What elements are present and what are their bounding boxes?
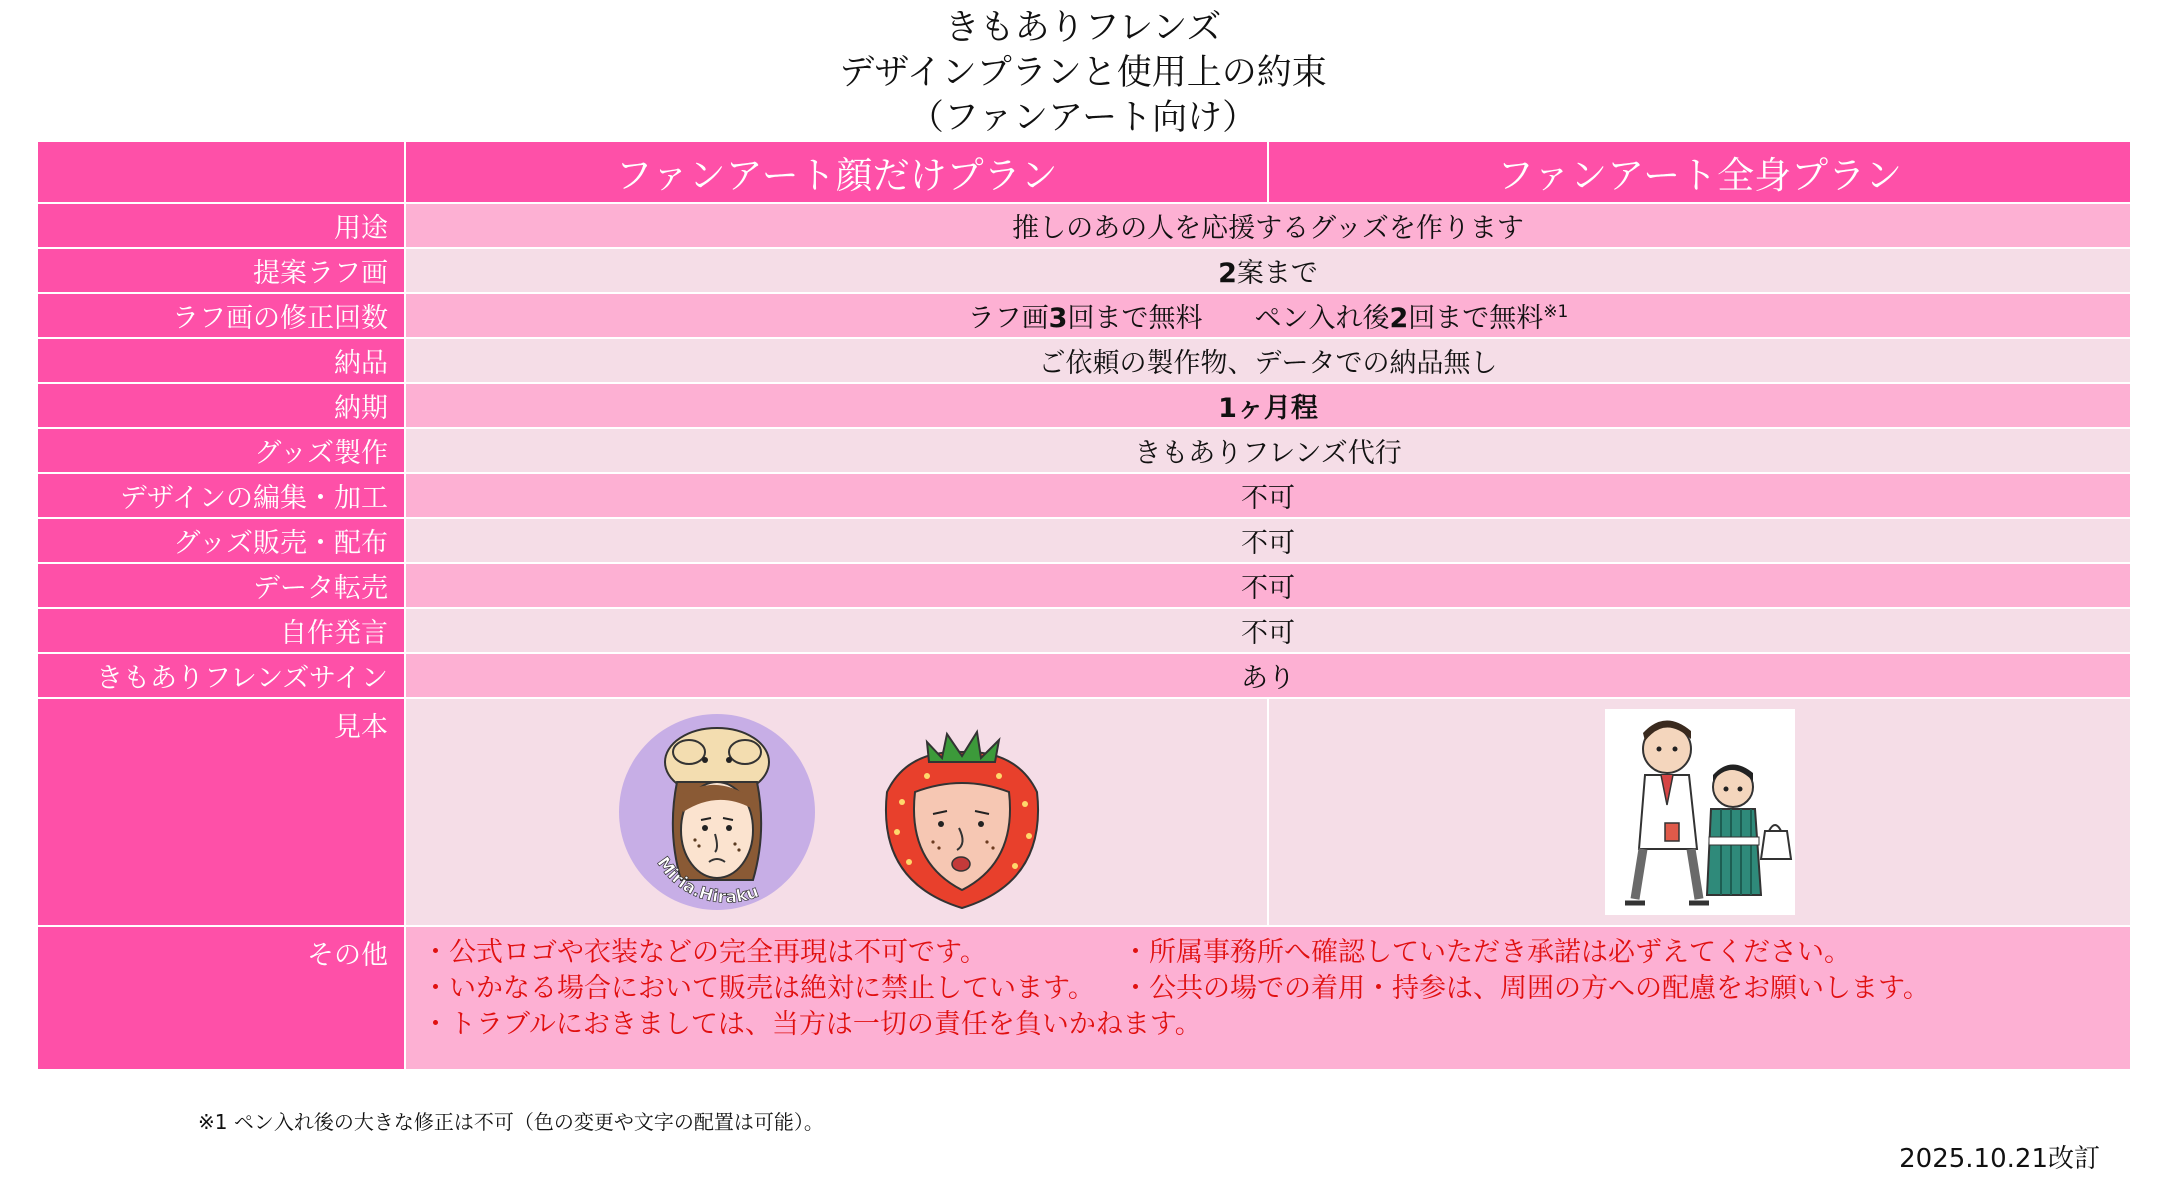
title-sub: （ファンアート向け） (908, 98, 1258, 138)
row-label: デザインの編集・加工 (37, 473, 405, 518)
row-revision (37, 293, 2131, 338)
row-resale (37, 563, 2131, 608)
row-label: グッズ製作 (37, 428, 405, 473)
revision-pen-post: 回まで無料 (1408, 303, 1544, 334)
row-value: ご依頼の製作物、データでの納品無し (405, 338, 2131, 383)
row-value (405, 248, 2131, 293)
row-label: 提案ラフ画 (37, 248, 405, 293)
revision-date: 2025.10.21改訂 (1899, 1144, 2100, 1174)
row-self-claim (37, 608, 2131, 653)
notes-line (422, 935, 2130, 971)
revision-pen-count: 2 (1389, 303, 1409, 334)
header-blank-cell (37, 141, 405, 203)
plan-header-row (37, 141, 2131, 203)
row-label: 用途 (37, 203, 405, 248)
note-item: ・トラブルにおきましては、当方は一切の責任を負いかねます。 (422, 1009, 1202, 1040)
row-value: 推しのあの人を応援するグッズを作ります (405, 203, 2131, 248)
note-item: ・所属事務所へ確認していただき承諾は必ずえてください。 (1122, 937, 1851, 968)
row-label: きもありフレンズサイン (37, 653, 405, 698)
note-item: ・公式ロゴや衣装などの完全再現は不可です。 (422, 937, 987, 968)
rough-text: 案まで (1236, 258, 1318, 289)
revision-rough-pre: ラフ画 (967, 303, 1049, 334)
title-block (0, 6, 2166, 141)
row-rough (37, 248, 2131, 293)
footnote: ※1 ペン入れ後の大きな修正は不可（色の変更や文字の配置は可能）。 (198, 1110, 824, 1134)
row-other (37, 926, 2131, 1070)
row-delivery (37, 338, 2131, 383)
row-value: あり (405, 653, 2131, 698)
row-value (405, 293, 2131, 338)
row-value: 不可 (405, 518, 2131, 563)
rough-count: 2 (1218, 258, 1237, 289)
row-label: 納品 (37, 338, 405, 383)
plan-full-header: ファンアート全身プラン (1268, 141, 2131, 203)
row-deadline (37, 383, 2131, 428)
sample-face-cell (405, 698, 1268, 926)
other-notes-cell (405, 926, 2131, 1070)
row-label: 納期 (37, 383, 405, 428)
title-main: デザインプランと使用上の約束 (839, 53, 1327, 93)
sample-badge-image (617, 712, 817, 912)
row-goods (37, 428, 2131, 473)
sample-full-cell (1268, 698, 2131, 926)
row-value (405, 383, 2131, 428)
plan-table (36, 140, 2132, 1071)
note-item: ・公共の場での着用・持参は、周囲の方への配慮をお願いします。 (1122, 973, 1930, 1004)
sample-strawberry-image (867, 712, 1057, 912)
footnote-mark: ※1 (1543, 302, 1569, 322)
deadline-count: 1 (1218, 393, 1237, 424)
row-sign (37, 653, 2131, 698)
deadline-text: ヶ月程 (1236, 393, 1318, 424)
row-label: 自作発言 (37, 608, 405, 653)
row-value: 不可 (405, 563, 2131, 608)
row-label: 見本 (37, 698, 405, 926)
plan-face-header: ファンアート顔だけプラン (405, 141, 1268, 203)
notes-line (422, 971, 2130, 1007)
revision-rough-post: 回まで無料 (1067, 303, 1203, 334)
badge-name-text: Miria.Hiraku (652, 853, 761, 908)
row-edit (37, 473, 2131, 518)
revision-pen-pre: ペン入れ後 (1254, 303, 1390, 334)
row-value: 不可 (405, 608, 2131, 653)
row-value: 不可 (405, 473, 2131, 518)
row-label: データ転売 (37, 563, 405, 608)
title-brand: きもありフレンズ (944, 8, 1222, 48)
row-label: グッズ販売・配布 (37, 518, 405, 563)
revision-rough-count: 3 (1048, 303, 1068, 334)
row-usage (37, 203, 2131, 248)
row-sample (37, 698, 2131, 926)
notes-line (422, 1007, 2130, 1043)
row-label: ラフ画の修正回数 (37, 293, 405, 338)
row-value: きもありフレンズ代行 (405, 428, 2131, 473)
sample-fullbody-image (1605, 709, 1795, 915)
row-sale (37, 518, 2131, 563)
row-label: その他 (37, 926, 405, 1070)
note-item: ・いかなる場合において販売は絶対に禁止しています。 (422, 973, 1095, 1004)
